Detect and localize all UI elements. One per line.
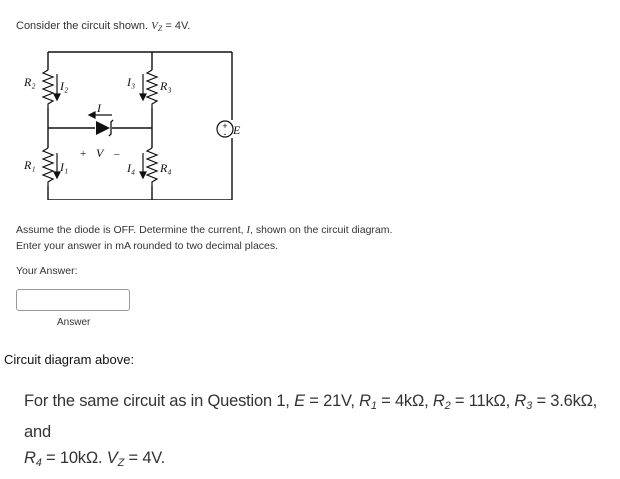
followup-paragraph: [24, 388, 614, 476]
followup-r2: R: [432, 392, 445, 410]
question-line-2: Enter your answer in mA rounded to two decimal places.: [16, 240, 279, 252]
r3-label: R₃: [160, 79, 172, 93]
diagram-note: Circuit diagram above:: [4, 352, 135, 367]
question-line-1: [16, 224, 392, 236]
r1-resistor: [43, 148, 53, 186]
answer-input[interactable]: [16, 289, 130, 311]
diode-v: V: [96, 146, 104, 160]
answer-caption: Answer: [57, 317, 91, 328]
followup-e: E: [294, 392, 305, 410]
r2-resistor: [43, 70, 53, 108]
followup-text-1: For the same circuit as in Question 1,: [24, 392, 295, 410]
source-plus: +: [222, 121, 228, 131]
r4-resistor: [147, 148, 157, 186]
diode-symbol: [96, 121, 110, 135]
followup-r4-sub: 4: [35, 457, 42, 469]
i4-label: I₄: [127, 161, 136, 175]
followup-text-7: = 4V.: [124, 449, 165, 467]
followup-r4: R: [24, 449, 36, 467]
followup-text-6: = 10kΩ.: [41, 449, 107, 467]
followup-text-4: = 11kΩ,: [450, 392, 515, 410]
followup-r3-sub: 3: [526, 400, 533, 412]
followup-text-3: = 4kΩ,: [376, 392, 433, 410]
question-line1-prefix: Assume the diode is OFF. Determine the current,: [16, 224, 247, 236]
question-line1-suffix: , shown on the circuit diagram.: [250, 224, 393, 236]
followup-r1-sub: 1: [370, 400, 377, 412]
followup-text-2: = 21V,: [304, 392, 360, 410]
i-label: I: [97, 101, 101, 115]
question-line1-var: I: [246, 225, 251, 236]
diode-plus: +: [80, 148, 87, 160]
r3-resistor: [147, 70, 157, 108]
followup-r2-sub: 2: [444, 400, 451, 412]
r2-label: R₂: [24, 75, 36, 89]
followup-vz: V: [106, 449, 118, 467]
i3-label: I₃: [127, 75, 136, 89]
i1-label: I₁: [60, 160, 69, 174]
r4-label: R₄: [160, 161, 172, 175]
followup-r3: R: [514, 392, 527, 410]
prompt-text: Consider the circuit shown.: [16, 20, 152, 32]
i2-label: I₂: [60, 79, 69, 93]
source-minus: -: [223, 129, 227, 139]
followup-r1: R: [359, 392, 371, 410]
circuit-diagram: [0, 0, 260, 200]
r1-label: R₁: [24, 158, 36, 172]
followup-vz-sub: Z: [117, 457, 125, 469]
vz-subscript: Z: [157, 24, 163, 33]
e-label: E: [233, 123, 241, 137]
vz-symbol: V: [151, 20, 158, 32]
vz-value: = 4V.: [162, 20, 191, 32]
your-answer-heading: Your Answer:: [16, 265, 78, 277]
diode-minus: –: [114, 148, 120, 160]
followup-text-5: = 3.6kΩ, and: [24, 392, 598, 441]
